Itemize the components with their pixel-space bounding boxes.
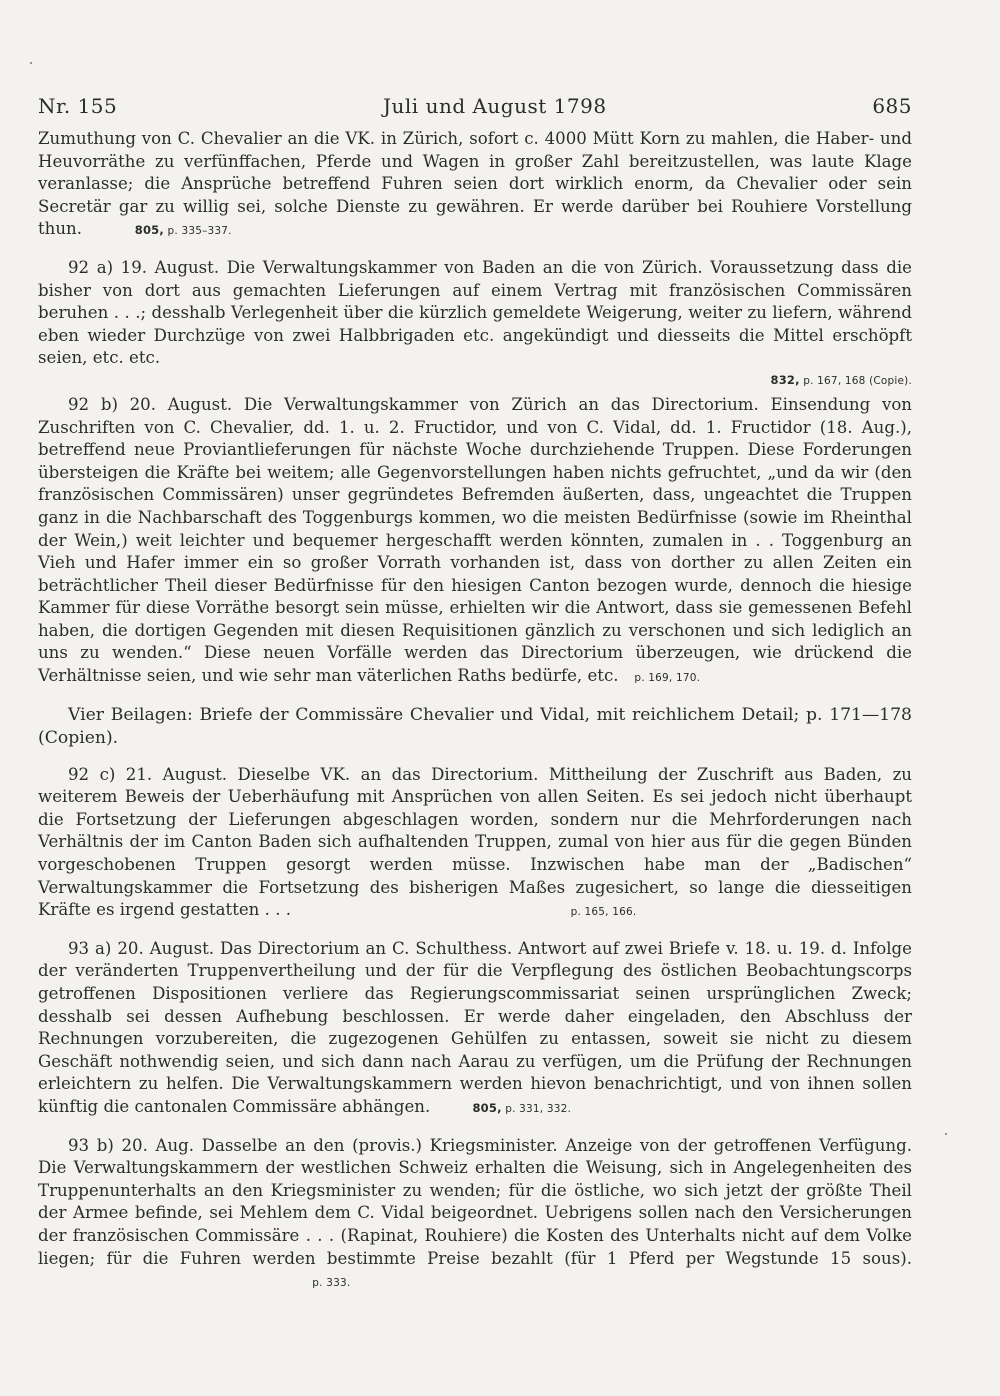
entry-93b [38, 1135, 912, 1295]
ref-volume: 832, [770, 372, 800, 387]
ref-pages: p. 335–337. [167, 225, 232, 238]
source-reference [770, 372, 913, 387]
paragraph-continuation [38, 128, 912, 243]
source-reference [571, 906, 637, 918]
source-reference [312, 1277, 350, 1289]
ref-pages: p. 333. [312, 1277, 351, 1290]
ref-volume: 805, [134, 223, 164, 238]
ref-pages: p. 167, 168 (Copie). [803, 374, 912, 387]
entry-number: Nr. 155 [38, 94, 118, 118]
paragraph-text: Zumuthung von C. Chevalier an die VK. in Zürich, sofort c. 4000 Mütt Korn zu mahlen, die Haber- und Heuvorräthe zu verfünffachen, Pferde und Wagen in großer Zahl bereitzustellen, was laute Klage veranlasse; die Ansprüche betreffend Fuhren seien dort wirklich enorm, da Chevalier oder sein Secretär gar zu willig sei, solche Dienste zu gewähren. Er werde darüber bei Rouhiere Vorstellung thun. [38, 129, 912, 239]
paragraph-text: Vier Beilagen: Briefe der Commissäre Chevalier und Vidal, mit reichlichem Detail; p. 171—178 (Copien). [38, 704, 912, 748]
entry-92b [38, 394, 912, 690]
entry-92a [38, 257, 912, 370]
speck-mark [30, 62, 32, 64]
running-title: Juli und August 1798 [383, 94, 607, 118]
paragraph-text: 92 b) 20. August. Die Verwaltungskammer von Zürich an das Directorium. Einsendung von Zuschriften von C. Chevalier, dd. 1. u. 2. Fructidor, und von C. Vidal, dd. 1. Fructidor (18. Aug.), betreffend neue Proviantlieferungen für nächste Woche durchziehende Truppen. Diese Forderungen übersteigen die Kräfte bei weitem; alle Gegenvorstellungen haben nichts gefruchtet, „und da wir (den französischen Commissären) unser gegründetes Befremden äußerten, dass, ungeachtet die Truppen ganz in die Nachbarschaft des Toggenburgs kommen, wo die meisten Bedürfnisse (sowie im Rheinthal der Wein,) weit leichter und bequemer hergeschafft werden könnten, zumalen in . . Toggenburg an Vieh und Hafer immer ein so großer Vorrath vorhanden ist, dass von dorther zu allen Zeiten ein beträchtlicher Theil dieser Bedürfnisse für den hiesigen Canton bezogen wurde, dennoch die hiesige Kammer für diese Vorräthe besorgt sein müsse, erhielten wir die Antwort, dass sie gemessenen Befehl haben, die dortigen Gegenden mit diesen Requisitionen gänzlich zu verschonen und sich lediglich an uns zu wenden.“ Diese neuen Vorfälle werden das Directorium überzeugen, wie drückend die Verhältnisse seien, und wie sehr man väterlichen Raths bedürfe, etc. [38, 394, 912, 686]
source-reference [472, 1100, 572, 1115]
paragraph-text: 93 a) 20. August. Das Directorium an C. Schulthess. Antwort auf zwei Briefe v. 18. u. 19. d. Infolge der veränderten Truppenvertheilung und der für die Verpflegung des östlichen Beobachtungscorps getroffenen Dispositionen verliere das Regierungscommissariat seinen ursprünglichen Zweck; desshalb sei dessen Aufhebung beschlossen. Er werde daher eingeladen, den Abschluss der Rechnungen vorzubereiten, die zugezogenen Gehülfen zu entassen, soweit sie nicht zu diesem Geschäft nothwendig seien, und sich dann nach Aarau zu verfügen, um die Prüfung der Rechnungen erleichtern zu helfen. Die Verwaltungskammern werden hievon benachrichtigt, und von ihnen sollen künftig die cantonalen Commissäre abhängen. [38, 938, 912, 1116]
entry-92a-reference-line [38, 370, 912, 390]
page-header [38, 94, 912, 118]
paragraph-text: 92 a) 19. August. Die Verwaltungskammer von Baden an die von Zürich. Voraussetzung dass die bisher von dort aus gemachten Lieferungen auf einem Vertrag mit französischen Commissären beruhen . . .; desshalb Verlegenheit über die kürzlich gemeldete Weigerung, weiter zu liefern, während eben wieder Durchzüge von zwei Halbbrigaden etc. angekündigt und diesseits die Mittel erschöpft seien, etc. etc. [38, 257, 912, 368]
ref-pages: p. 165, 166. [570, 906, 637, 919]
page-number: 685 [872, 94, 912, 118]
source-reference [634, 672, 700, 684]
ref-volume: 805, [472, 1100, 502, 1115]
paragraph-text: 92 c) 21. August. Dieselbe VK. an das Directorium. Mittheilung der Zuschrift aus Baden, zu weiterem Beweis der Ueberhäufung mit Ansprüchen von allen Seiten. Es sei jedoch nicht überhaupt die Fortsetzung der Lieferungen abgeschlagen worden, sondern nur die Mehrforderungen nach Verhältnis der im Canton Baden sich aufhaltenden Truppen, zumal von hier aus für die gegen Bünden vorgeschobenen Truppen gesorgt werden müsse. Inzwischen habe man der „Badischen“ Verwaltungskammer die Fortsetzung des bisherigen Maßes zugesichert, so lange die diesseitigen Kräfte es irgend gestatten . . . [38, 764, 912, 920]
entry-93a [38, 938, 912, 1121]
ref-pages: p. 169, 170. [634, 672, 701, 685]
speck-mark [945, 1133, 947, 1135]
attachments-note [38, 704, 912, 750]
entry-92c [38, 764, 912, 924]
source-reference [135, 225, 232, 237]
paragraph-text: 93 b) 20. Aug. Dasselbe an den (provis.) Kriegsminister. Anzeige von der getroffenen Verfügung. Die Verwaltungskammern der westlichen Schweiz erhalten die Weisung, sich in Angelegenheiten des Truppenunterhalts an den Kriegsminister zu wenden; für die östliche, wo sich jetzt der größte Theil der Armee befinde, sei Mehlem dem C. Vidal beigeordnet. Uebrigens sollen nach den Versicherungen der französischen Commissäre . . . (Rapinat, Rouhiere) die Kosten des Unterhalts nicht auf dem Volke liegen; für die Fuhren werden bestimmte Preise bezahlt (für 1 Pferd per Wegstunde 15 sous). [38, 1135, 912, 1268]
ref-pages: p. 331, 332. [505, 1102, 572, 1115]
